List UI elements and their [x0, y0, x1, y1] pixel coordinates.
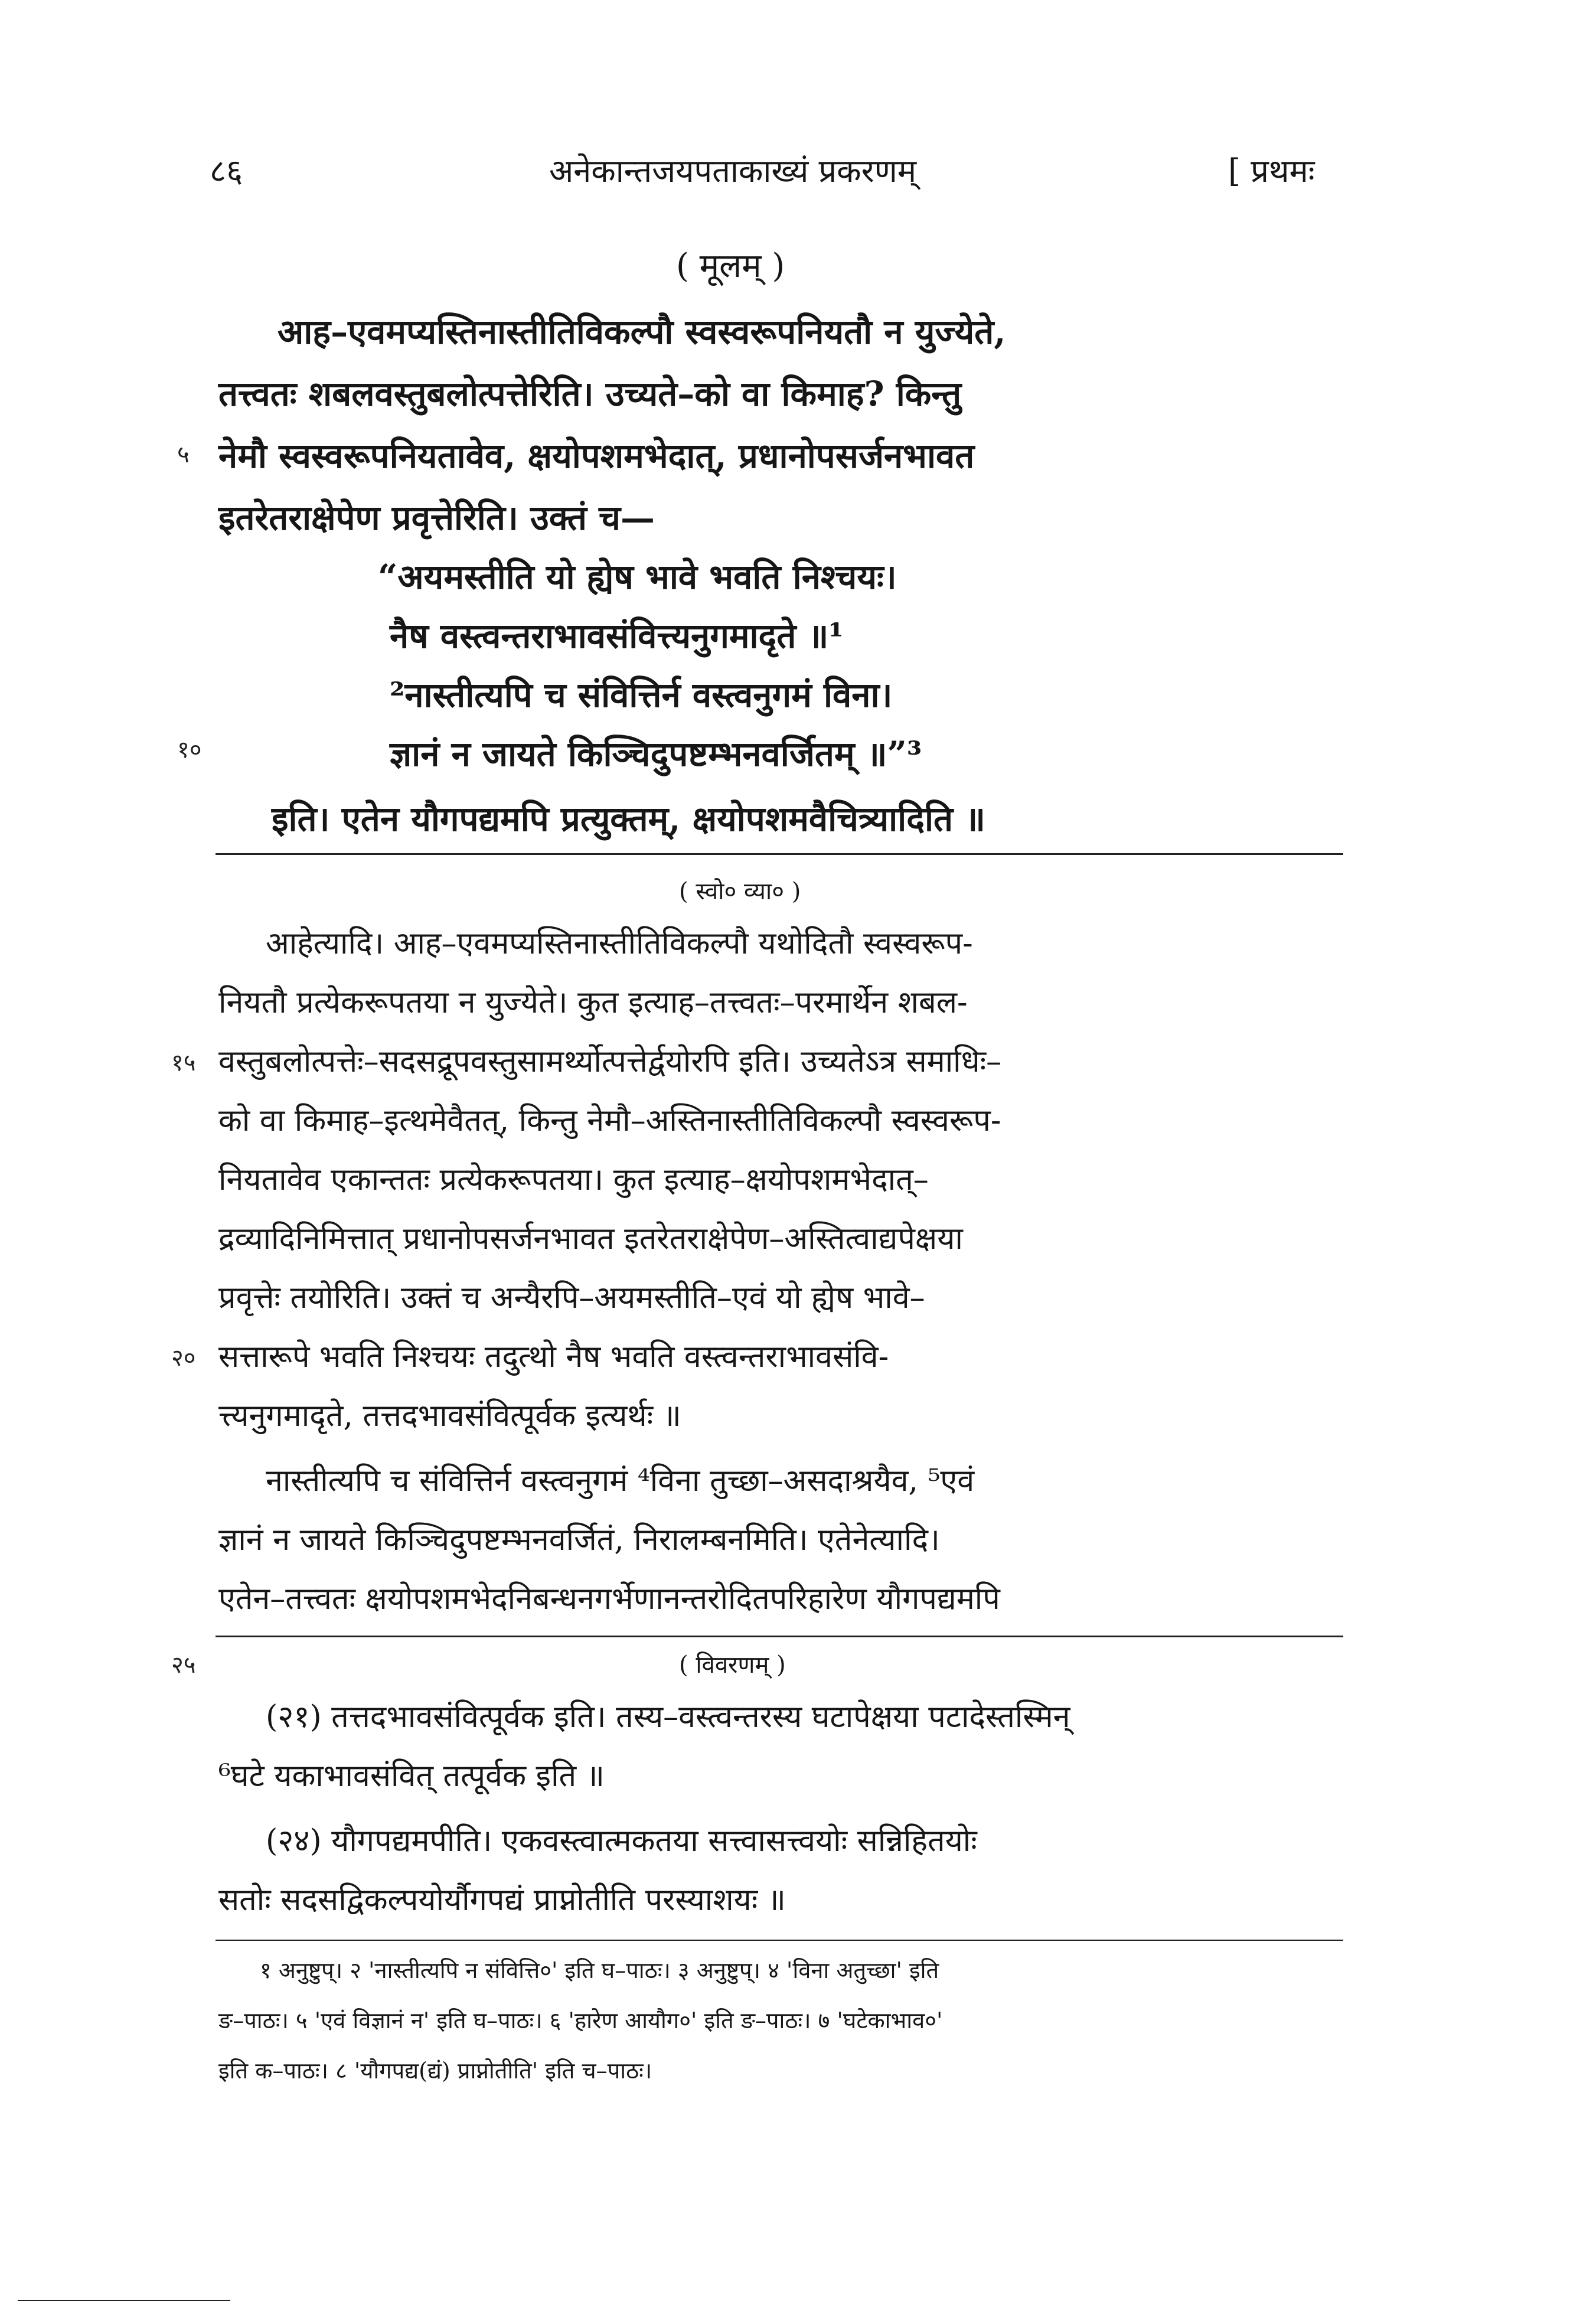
vyakhya-heading: ( स्वो० व्या० )	[679, 878, 801, 905]
verse-line-3: ²नास्तीत्यपि च संवित्तिर्न वस्त्वनुगमं विना।	[390, 675, 893, 715]
vyakhya-line-3: वस्तुबलोत्पत्तेः–सदसद्रूपवस्तुसामर्थ्योत्पत्तेर्द्वयोरपि इति। उच्यतेऽत्र समाधिः–	[218, 1044, 1002, 1079]
vyakhya-line-8: सत्तारूपे भवति निश्चयः तदुत्थो नैष भवति वस्त्वन्तराभावसंवि-	[218, 1339, 889, 1375]
chapter-label: [ प्रथमः	[1228, 152, 1315, 190]
verse-line-2: नैष वस्त्वन्तराभावसंवित्त्यनुगमादृते ॥¹	[390, 616, 844, 656]
footnote-divider	[216, 1940, 1343, 1941]
vyakhya-line-10: नास्तीत्यपि च संवित्तिर्न वस्त्वनुगमं ⁴विना तुच्छा–असदाश्रयैव, ⁵एवं	[266, 1463, 975, 1499]
section-divider-1	[216, 853, 1343, 855]
vyakhya-line-7: प्रवृत्तेः तयोरिति। उक्तं च अन्यैरपि–अयमस्तीति–एवं यो ह्येष भावे–	[218, 1280, 925, 1316]
footnote-line-3: इति क–पाठः। ८ 'यौगपद्य(द्यं) प्राप्नोतीति' इति च–पाठः।	[218, 2058, 652, 2084]
footnote-line-2: ङ–पाठः। ५ 'एवं विज्ञानं न' इति घ–पाठः। ६ 'हारेण आयौग०' इति ङ–पाठः। ७ 'घटेकाभाव०'	[218, 2008, 943, 2034]
vyakhya-line-6: द्रव्यादिनिमित्तात् प्रधानोपसर्जनभावत इतरेतराक्षेपेण–अस्तित्वाद्यपेक्षया	[218, 1221, 963, 1256]
section-divider-2	[216, 1636, 1343, 1637]
vivaranam-line-4: सतोः सदसद्विकल्पयोर्यौगपद्यं प्राप्नोतीति परस्याशयः ॥	[218, 1882, 786, 1918]
vyakhya-line-5: नियतावेव एकान्ततः प्रत्येकरूपतया। कुत इत्याह–क्षयोपशमभेदात्–	[218, 1162, 929, 1197]
page-number: ८६	[210, 152, 243, 190]
line-number-15: १५	[171, 1049, 196, 1076]
scan-edge-line	[18, 2300, 230, 2301]
line-number-10: १०	[177, 736, 202, 763]
vyakhya-line-11: ज्ञानं न जायते किञ्चिदुपष्टम्भनवर्जितं, निरालम्बनमिति। एतेनेत्यादि।	[218, 1522, 940, 1558]
running-title: अनेकान्तजयपताकाख्यं प्रकरणम्	[549, 152, 917, 190]
mulam-line-3: नेमौ स्वस्वरूपनियतावेव, क्षयोपशमभेदात्, प्रधानोपसर्जनभावत	[218, 436, 975, 476]
vyakhya-line-4: को वा किमाह–इत्थमेवैतत्, किन्तु नेमौ–अस्तिनास्तीतिविकल्पौ स्वस्वरूप-	[218, 1103, 1001, 1138]
line-number-5: ५	[177, 441, 190, 468]
vyakhya-line-2: नियतौ प्रत्येकरूपतया न युज्येते। कुत इत्याह–तत्त्वतः–परमार्थेन शबल-	[218, 985, 968, 1020]
verse-line-1: “अयमस्तीति यो ह्येष भावे भवति निश्चयः।	[378, 557, 897, 597]
vivaranam-line-1: (२१) तत्तदभावसंवित्पूर्वक इति। तस्य–वस्त्वन्तरस्य घटापेक्षया पटादेस्तस्मिन्	[266, 1699, 1070, 1735]
vyakhya-line-12: एतेन–तत्त्वतः क्षयोपशमभेदनिबन्धनगर्भेणानन्तरोदितपरिहारेण यौगपद्यमपि	[218, 1581, 1000, 1617]
mulam-line-1: आह–एवमप्यस्तिनास्तीतिविकल्पौ स्वस्वरूपनियतौ न युज्येते,	[278, 312, 1006, 352]
mulam-line-4: इतरेतराक्षेपेण प्रवृत्तेरिति। उक्तं च—	[218, 498, 655, 538]
footnote-line-1: १ अनुष्टुप्। २ 'नास्तीत्यपि न संवित्ति०' इति घ–पाठः। ३ अनुष्टुप्। ४ 'विना अतुच्छा' इति	[260, 1957, 939, 1983]
mulam-line-2: तत्त्वतः शबलवस्तुबलोत्पत्तेरिति। उच्यते–को वा किमाह? किन्तु	[218, 374, 962, 414]
vyakhya-line-9: त्त्यनुगमादृते, तत्तदभावसंवित्पूर्वक इत्यर्थः ॥	[218, 1398, 681, 1434]
vyakhya-line-1: आहेत्यादि। आह–एवमप्यस्तिनास्तीतिविकल्पौ यथोदितौ स्वस्वरूप-	[266, 926, 973, 961]
line-number-20: २०	[171, 1344, 196, 1372]
mulam-line-final: इति। एतेन यौगपद्यमपि प्रत्युक्तम्, क्षयोपशमवैचित्र्यादिति ॥	[272, 799, 986, 839]
vivaranam-line-3: (२४) यौगपद्यमपीति। एकवस्त्वात्मकतया सत्त्वासत्त्वयोः सन्निहितयोः	[266, 1823, 977, 1859]
line-number-25: २५	[171, 1651, 196, 1679]
vivaranam-heading: ( विवरणम् )	[679, 1651, 786, 1679]
verse-line-4: ज्ञानं न जायते किञ्चिदुपष्टम्भनवर्जितम् ॥”³	[390, 734, 922, 774]
mulam-heading: ( मूलम् )	[676, 247, 785, 285]
vivaranam-line-2: ⁶घटे यकाभावसंवित् तत्पूर्वक इति ॥	[218, 1758, 605, 1794]
